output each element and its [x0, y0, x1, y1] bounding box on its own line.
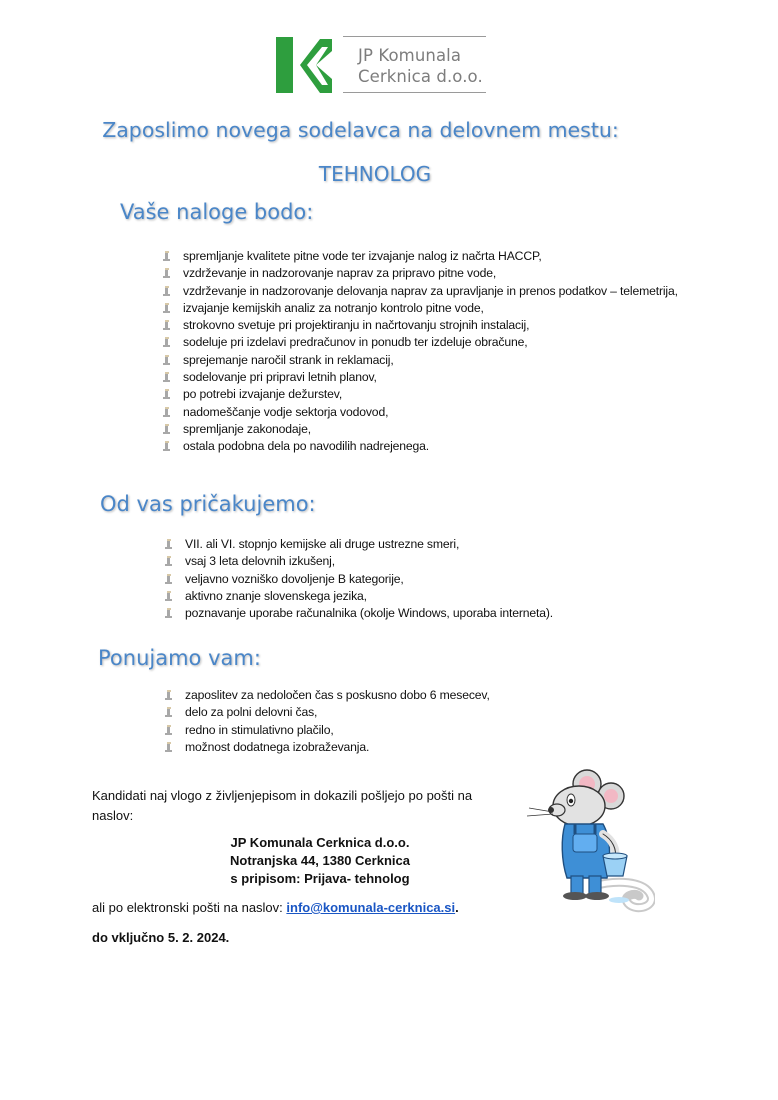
list-item-text: izvajanje kemijskih analiz za notranjo kontrolo pitne vode,: [183, 300, 484, 315]
list-item-text: spremljanje zakonodaje,: [183, 421, 311, 436]
list-item-text: nadomeščanje vodje sektorja vodovod,: [183, 404, 389, 419]
bullet-bar-icon: [165, 573, 173, 585]
offer-list: [185, 687, 490, 756]
bullet-bar-icon: [163, 319, 171, 331]
section-title-offer: Ponujamo vam:: [98, 646, 261, 670]
bullet-bar-icon: [165, 590, 173, 602]
list-item-text: veljavno vozniško dovoljenje B kategorije,: [185, 571, 404, 586]
list-item: [185, 722, 490, 739]
list-item-text: možnost dodatnega izobraževanja.: [185, 739, 370, 754]
list-item: [185, 588, 553, 605]
bullet-bar-icon: [165, 689, 173, 701]
address-note: s pripisom: Prijava- tehnolog: [230, 871, 410, 886]
logo-divider-top: [343, 36, 486, 37]
list-item-text: sodeluje pri izdelavi predračunov in ponudb ter izdeluje obračune,: [183, 335, 528, 350]
bullet-bar-icon: [163, 371, 171, 383]
list-item: [185, 536, 553, 553]
list-item: [183, 283, 678, 300]
bullet-bar-icon: [165, 706, 173, 718]
application-deadline: do vključno 5. 2. 2024.: [92, 930, 230, 945]
bullet-bar-icon: [163, 440, 171, 452]
mouse-mascot-icon: [515, 768, 655, 916]
logo-name-line1: JP Komunala: [358, 46, 462, 65]
list-item-text: spremljanje kvalitete pitne vode ter izvajanje nalog iz načrta HACCP,: [183, 249, 542, 263]
tasks-list: [183, 248, 678, 456]
list-item: [183, 404, 678, 421]
list-item: [183, 265, 678, 282]
address-street: Notranjska 44, 1380 Cerknica: [230, 853, 410, 868]
list-item-text: delo za polni delovni čas,: [185, 705, 318, 720]
list-item: [183, 386, 678, 403]
list-item-text: zaposlitev za nedoločen čas s poskusno dobo 6 mesecev,: [185, 688, 490, 702]
bullet-bar-icon: [163, 354, 171, 366]
list-item: [185, 571, 553, 588]
list-item: [185, 553, 553, 570]
list-item-text: redno in stimulativno plačilo,: [185, 722, 334, 737]
list-item: [183, 300, 678, 317]
logo-divider-bottom: [343, 92, 486, 93]
list-item: [183, 334, 678, 351]
list-item: [183, 248, 678, 265]
logo-name-line2: Cerknica d.o.o.: [358, 67, 483, 86]
bullet-bar-icon: [163, 336, 171, 348]
address-company: JP Komunala Cerknica d.o.o.: [230, 835, 410, 850]
bullet-bar-icon: [165, 741, 173, 753]
list-item-text: vsaj 3 leta delovnih izkušenj,: [185, 554, 335, 569]
list-item-text: poznavanje uporabe računalnika (okolje Windows, uporaba interneta).: [185, 606, 553, 621]
list-item-text: vzdrževanje in nadzorovanje delovanja naprav za upravljanje in prenos podatkov – telemetrija,: [183, 283, 678, 298]
list-item: [183, 369, 678, 386]
bullet-bar-icon: [165, 555, 173, 567]
list-item-text: ostala podobna dela po navodilih nadrejenega.: [183, 439, 430, 454]
bullet-bar-icon: [163, 423, 171, 435]
expectations-list: [185, 536, 553, 622]
list-item: [185, 704, 490, 721]
application-instructions: Kandidati naj vlogo z življenjepisom in dokazili pošljejo po pošti na naslov:: [92, 788, 473, 823]
position-title: TEHNOLOG: [318, 162, 432, 186]
list-item: [185, 687, 490, 704]
email-line: [92, 900, 459, 915]
bullet-bar-icon: [165, 607, 173, 619]
bullet-bar-icon: [163, 302, 171, 314]
bullet-bar-icon: [163, 388, 171, 400]
main-heading: Zaposlimo novega sodelavca na delovnem mestu:: [102, 118, 619, 142]
list-item: [183, 317, 678, 334]
company-logo-icon: [276, 37, 332, 93]
list-item: [183, 421, 678, 438]
list-item: [183, 438, 678, 455]
email-suffix: .: [455, 900, 459, 915]
bullet-bar-icon: [163, 250, 171, 262]
list-item: [183, 352, 678, 369]
list-item-text: aktivno znanje slovenskega jezika,: [185, 588, 367, 603]
list-item-text: strokovno svetuje pri projektiranju in načrtovanju strojnih instalacij,: [183, 318, 530, 333]
list-item-text: po potrebi izvajanje dežurstev,: [183, 387, 343, 402]
list-item: [185, 605, 553, 622]
list-item-text: vzdrževanje in nadzorovanje naprav za pripravo pitne vode,: [183, 266, 497, 281]
list-item-text: VII. ali VI. stopnjo kemijske ali druge ustrezne smeri,: [185, 537, 460, 551]
bullet-bar-icon: [165, 724, 173, 736]
list-item-text: sprejemanje naročil strank in reklamacij,: [183, 352, 394, 367]
bullet-bar-icon: [163, 267, 171, 279]
list-item: [185, 739, 490, 756]
bullet-bar-icon: [165, 538, 173, 550]
list-item-text: sodelovanje pri pripravi letnih planov,: [183, 370, 377, 385]
email-link[interactable]: info@komunala-cerknica.si: [286, 900, 456, 915]
section-title-tasks: Vaše naloge bodo:: [120, 200, 314, 224]
bullet-bar-icon: [163, 406, 171, 418]
email-prefix: ali po elektronski pošti na naslov:: [92, 900, 287, 915]
bullet-bar-icon: [163, 285, 171, 297]
section-title-expectations: Od vas pričakujemo:: [100, 492, 316, 516]
